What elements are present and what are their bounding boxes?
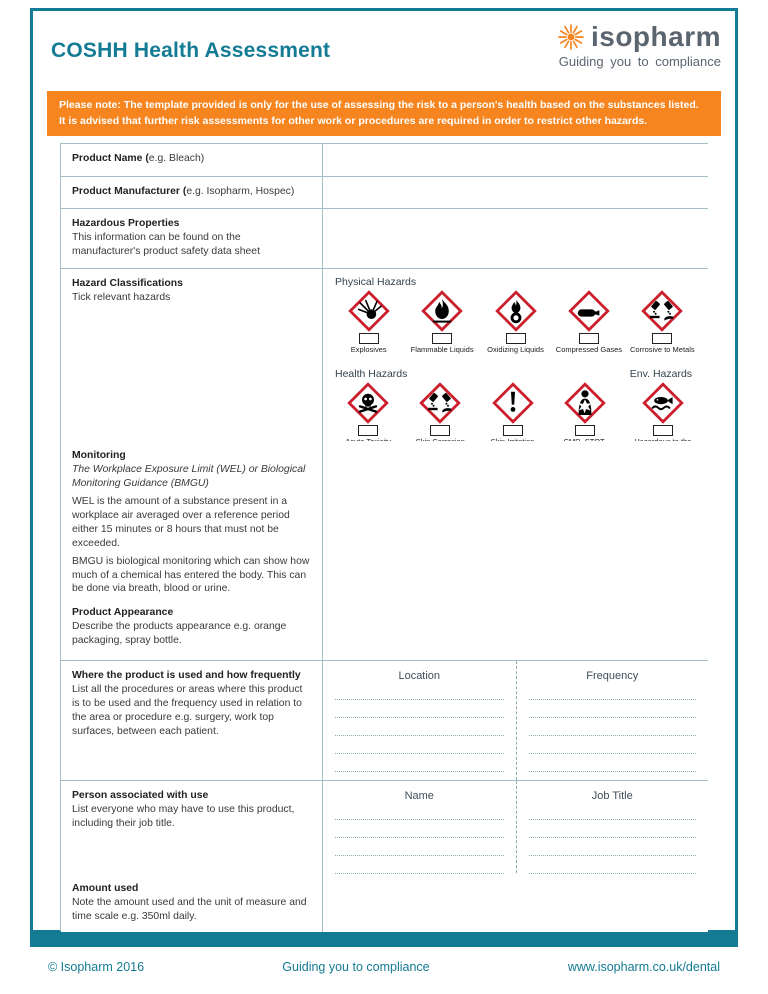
product-name-label bbox=[61, 144, 323, 176]
hazard-label: Flammable Liquids bbox=[410, 345, 474, 354]
manufacturer-label-hint: e.g. Isopharm, Hospec) bbox=[186, 186, 295, 197]
entry-line[interactable] bbox=[529, 820, 697, 838]
oxidizing-icon bbox=[496, 291, 536, 331]
monitoring-label: Monitoring The Workplace Exposure Limit (WEL) or Biological Monitoring Guidance (BMGU) WEL is the amount of a substance present in a workplace air averaged over a reference period either 15 minutes or 8 hours that must not be exceeded. BMGU is biological monitoring which can show how much of a chemical has entered the body. This can be done via breath, blood or urine. bbox=[61, 441, 323, 604]
entry-line[interactable] bbox=[529, 700, 697, 718]
row-usage bbox=[61, 660, 707, 780]
entry-line[interactable] bbox=[335, 820, 504, 838]
manufacturer-label-bold: Product Manufacturer ( bbox=[72, 186, 187, 197]
notice-line2: It is advised that further risk assessments for other work or procedures are required in order to restrict other hazards. bbox=[59, 115, 648, 128]
entry-line[interactable] bbox=[335, 700, 504, 718]
hazard-checkbox[interactable] bbox=[506, 333, 526, 344]
amount-used-field[interactable] bbox=[323, 874, 708, 932]
person-table bbox=[323, 781, 708, 878]
aquatic-hazard-icon bbox=[643, 383, 683, 423]
entry-line[interactable] bbox=[529, 856, 697, 874]
hazard-checkbox[interactable] bbox=[579, 333, 599, 344]
entry-line[interactable] bbox=[335, 802, 504, 820]
location-header: Location bbox=[398, 670, 441, 682]
notice-banner bbox=[47, 91, 721, 136]
notice-line1: Please note: The template provided is only for the use of assessing the risk to a person's health based on the substances listed. bbox=[59, 99, 699, 111]
job-title-header: Job Title bbox=[591, 790, 633, 802]
manufacturer-label bbox=[61, 177, 323, 208]
row-appearance bbox=[61, 597, 707, 660]
assessment-table bbox=[60, 143, 708, 931]
cmr-stot-icon bbox=[565, 383, 605, 423]
hazard-checkbox[interactable] bbox=[503, 425, 523, 436]
job-title-column bbox=[516, 781, 709, 878]
skin-irritation-icon bbox=[493, 383, 533, 423]
env-hazards-header: Env. Hazards bbox=[629, 368, 693, 380]
isopharm-sun-icon bbox=[556, 22, 586, 52]
hazard-checkbox[interactable] bbox=[359, 333, 379, 344]
row-hazard-classifications bbox=[61, 268, 707, 440]
hazard-classifications-label: Hazard Classifications Tick relevant hazards bbox=[61, 269, 323, 458]
health-hazards-header: Health Hazards bbox=[335, 368, 408, 380]
usage-table bbox=[323, 661, 708, 780]
hazard-item bbox=[479, 291, 552, 363]
hazard-label: Explosives bbox=[350, 345, 387, 354]
product-name-field[interactable] bbox=[323, 144, 708, 176]
entry-line[interactable] bbox=[335, 856, 504, 874]
name-column bbox=[323, 781, 516, 878]
hazardous-properties-label: Hazardous Properties This information can be found on the manufacturer's product safety data sheet bbox=[61, 209, 323, 268]
person-label: Person associated with use List everyone who may have to use this product, including their job title. bbox=[61, 781, 323, 878]
name-header: Name bbox=[404, 790, 434, 802]
entry-line[interactable] bbox=[529, 718, 697, 736]
hazard-checkbox[interactable] bbox=[430, 425, 450, 436]
isopharm-logo bbox=[556, 21, 721, 69]
footer-copyright: © Isopharm 2016 bbox=[48, 960, 145, 974]
frequency-column bbox=[516, 661, 709, 780]
hazard-label: Oxidizing Liquids bbox=[487, 345, 544, 354]
logo-text: isopharm bbox=[590, 21, 721, 52]
document-frame bbox=[30, 8, 738, 947]
product-name-label-bold: Product Name ( bbox=[72, 153, 149, 164]
logo-tagline: Guiding you to compliance bbox=[558, 54, 721, 69]
physical-hazards-header: Physical Hazards bbox=[335, 276, 417, 288]
explosives-icon bbox=[349, 291, 389, 331]
location-column bbox=[323, 661, 516, 780]
entry-line[interactable] bbox=[529, 736, 697, 754]
row-manufacturer bbox=[61, 176, 707, 208]
row-person bbox=[61, 780, 707, 873]
page-title: COSHH Health Assessment bbox=[51, 39, 331, 62]
hazard-item bbox=[626, 291, 699, 363]
hazard-item bbox=[405, 291, 478, 363]
hazard-label: Corrosive to Metals bbox=[630, 345, 695, 354]
footer-tagline: Guiding you to compliance bbox=[282, 960, 430, 974]
entry-line[interactable] bbox=[529, 838, 697, 856]
skin-corrosion-icon bbox=[420, 383, 460, 423]
entry-line[interactable] bbox=[335, 718, 504, 736]
entry-line[interactable] bbox=[529, 682, 697, 700]
amount-label: Amount used Note the amount used and the unit of measure and time scale e.g. 350ml daily. bbox=[61, 874, 323, 932]
hazard-checkbox[interactable] bbox=[358, 425, 378, 436]
entry-line[interactable] bbox=[529, 802, 697, 820]
entry-line[interactable] bbox=[335, 754, 504, 772]
footer-url[interactable]: www.isopharm.co.uk/dental bbox=[567, 960, 720, 974]
hazard-checkbox[interactable] bbox=[575, 425, 595, 436]
hazard-label: Compressed Gases bbox=[555, 345, 623, 354]
hazard-checkbox[interactable] bbox=[653, 425, 673, 436]
product-manufacturer-field[interactable] bbox=[323, 177, 708, 208]
hazard-checkbox[interactable] bbox=[432, 333, 452, 344]
hazard-item bbox=[552, 291, 625, 363]
product-appearance-field[interactable] bbox=[323, 598, 708, 660]
hazard-item bbox=[332, 291, 405, 363]
entry-line[interactable] bbox=[335, 838, 504, 856]
row-monitoring bbox=[61, 440, 707, 597]
entry-line[interactable] bbox=[335, 682, 504, 700]
compressed-gas-icon bbox=[569, 291, 609, 331]
frequency-header: Frequency bbox=[586, 670, 639, 682]
row-amount bbox=[61, 873, 707, 930]
hazardous-properties-field[interactable] bbox=[323, 209, 708, 268]
row-product-name bbox=[61, 144, 707, 176]
physical-hazards-row bbox=[332, 291, 699, 363]
hazard-classification-area bbox=[323, 269, 708, 458]
usage-label: Where the product is used and how frequently List all the procedures or areas where this product is to be used and the frequency used in relation to the area or procedure e.g. surgery, work top surfaces, between each patient. bbox=[61, 661, 323, 780]
product-name-label-hint: e.g. Bleach) bbox=[148, 153, 205, 164]
corrosive-icon bbox=[642, 291, 682, 331]
page-footer bbox=[30, 960, 738, 974]
monitoring-field[interactable] bbox=[323, 441, 708, 604]
acute-toxicity-icon bbox=[348, 383, 388, 423]
entry-line[interactable] bbox=[529, 754, 697, 772]
flammable-icon bbox=[422, 291, 462, 331]
row-hazardous-properties bbox=[61, 208, 707, 268]
hazard-checkbox[interactable] bbox=[652, 333, 672, 344]
appearance-label: Product Appearance Describe the products appearance e.g. orange packaging, spray bottle. bbox=[61, 598, 323, 660]
entry-line[interactable] bbox=[335, 736, 504, 754]
